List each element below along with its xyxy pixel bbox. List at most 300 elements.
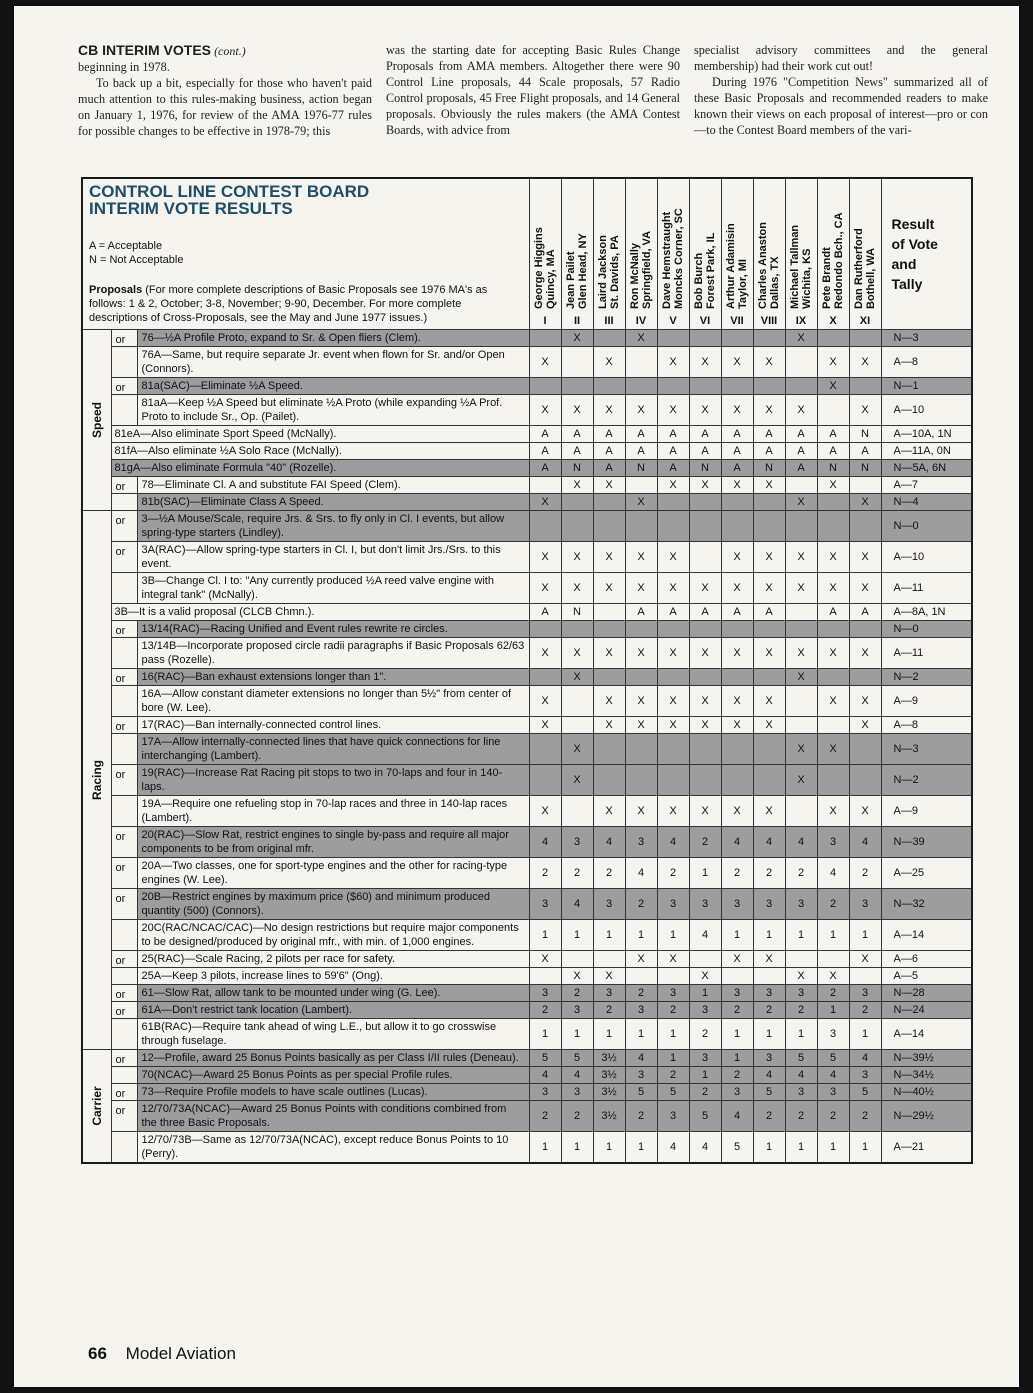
vote-cell: 4 [721,827,753,858]
vote-cell: 3 [817,1019,849,1050]
vote-cell [625,734,657,765]
vote-cell: X [721,395,753,426]
result-cell: N—39½ [881,1050,972,1067]
vote-cell: A [657,426,689,443]
vote-cell [561,494,593,511]
or-text [112,1019,137,1023]
vote-cell: X [657,686,689,717]
proposal-text: 73—Require Profile models to have scale outlines (Lucas). [137,1084,529,1101]
intro-paragraph: specialist advisory committees and the general membership) had their work cut out! [694,43,988,73]
vote-cell [593,511,625,542]
vote-cell: 1 [625,1132,657,1164]
vote-cell: N [817,460,849,477]
intro-paragraph: beginning in 1978. [78,60,170,74]
vote-cell: 2 [721,858,753,889]
vote-cell: 3 [849,889,881,920]
vote-cell: 1 [785,1132,817,1164]
result-header-line: of Vote [891,236,938,252]
table-row [82,717,972,734]
vote-cell: 2 [753,1002,785,1019]
table-row [82,443,972,460]
voter-name: Bob Burch [693,252,705,309]
vote-cell: 2 [721,1002,753,1019]
vote-cell [689,734,721,765]
vote-cell: X [657,717,689,734]
vote-cell: 3½ [593,1050,625,1067]
vote-cell [753,494,785,511]
voter-location: Quincy, MA [545,249,557,309]
proposal-text: 61B(RAC)—Require tank ahead of wing L.E., but allow it to go crosswise through fuselage. [137,1019,529,1050]
vote-cell: X [529,542,561,573]
vote-cell: 1 [625,1019,657,1050]
vote-cell: 3 [593,889,625,920]
vote-cell [785,347,817,378]
vote-cell: X [593,796,625,827]
vote-cell: X [849,573,881,604]
vote-cell: 1 [721,920,753,951]
vote-cell [529,477,561,494]
vote-cell: X [625,330,657,347]
or-marker [111,1002,137,1019]
vote-cell: 4 [625,1050,657,1067]
result-cell: A—10 [881,395,972,426]
vote-cell: X [593,686,625,717]
vote-cell [785,796,817,827]
vote-cell [593,765,625,796]
vote-cell: 2 [529,1101,561,1132]
vote-cell: 1 [561,1019,593,1050]
vote-cell: 4 [593,827,625,858]
or-marker [111,889,137,920]
vote-cell: X [721,686,753,717]
vote-cell [529,330,561,347]
vote-cell [721,734,753,765]
table-row [82,511,972,542]
vote-cell: 1 [817,1002,849,1019]
vote-cell: X [817,796,849,827]
voter-name: Dave Hemstraught [661,211,673,309]
vote-cell: X [529,573,561,604]
vote-cell: 3 [625,1002,657,1019]
voter-name: Arthur Adamisin [725,223,737,309]
table-row [82,951,972,968]
vote-cell: 2 [785,1101,817,1132]
vote-cell: X [689,717,721,734]
vote-cell: 1 [529,1019,561,1050]
voter-number: VII [730,315,744,327]
or-marker [111,734,137,765]
vote-cell [529,669,561,686]
vote-cell: 5 [785,1050,817,1067]
vote-cell [657,511,689,542]
vote-cell [721,621,753,638]
or-text: or [115,831,126,843]
vote-cell: 3 [529,985,561,1002]
table-row [82,330,972,347]
page-footer [88,1344,236,1364]
vote-cell [753,378,785,395]
vote-cell: 1 [529,1132,561,1164]
vote-cell: X [849,395,881,426]
vote-cell: 1 [817,1132,849,1164]
vote-cell [561,347,593,378]
vote-cell [657,378,689,395]
or-marker [111,378,137,395]
voter-header [657,178,689,330]
vote-cell [625,347,657,378]
proposal-text: 3B—It is a valid proposal (CLCB Chmn.). [111,604,529,621]
proposal-text: 61A—Don't restrict tank location (Lambert). [137,1002,529,1019]
vote-cell: A [753,426,785,443]
voter-number: IX [795,315,807,327]
proposal-text: 81gA—Also eliminate Formula "40" (Rozelle). [111,460,529,477]
vote-cell [689,669,721,686]
result-cell: A—11 [881,638,972,669]
vote-cell: A [721,426,753,443]
vote-cell: 3 [753,1050,785,1067]
vote-cell: 1 [657,1050,689,1067]
vote-cell [689,951,721,968]
vote-cell: 3 [785,1084,817,1101]
table-row [82,638,972,669]
vote-cell: X [721,796,753,827]
vote-cell: 4 [689,920,721,951]
result-cell: A—14 [881,1019,972,1050]
vote-cell: X [561,734,593,765]
vote-cell [657,968,689,985]
vote-cell [817,765,849,796]
vote-cell: X [689,796,721,827]
vote-cell [849,734,881,765]
proposal-text: 13/14(RAC)—Racing Unified and Event rules rewrite re circles. [137,621,529,638]
vote-cell [657,494,689,511]
vote-cell: 1 [849,920,881,951]
vote-cell: X [625,951,657,968]
vote-cell: 5 [625,1084,657,1101]
proposal-text: 81b(SAC)—Eliminate Class A Speed. [137,494,529,511]
vote-cell: X [561,765,593,796]
vote-cell: A [753,604,785,621]
vote-cell: X [657,395,689,426]
proposal-text: 61—Slow Rat, allow tank to be mounted under wing (G. Lee). [137,985,529,1002]
vote-cell: A [529,426,561,443]
vote-cell: 1 [753,920,785,951]
vote-cell [817,669,849,686]
vote-cell [753,734,785,765]
vote-cell [689,621,721,638]
vote-cell: X [785,669,817,686]
vote-cell: 3 [689,1002,721,1019]
vote-cell: X [529,395,561,426]
vote-cell [625,765,657,796]
vote-cell: X [721,542,753,573]
vote-cell: A [721,460,753,477]
vote-cell: A [817,443,849,460]
table-row [82,378,972,395]
vote-cell: 2 [561,858,593,889]
vote-cell: A [593,426,625,443]
vote-cell: X [689,968,721,985]
vote-cell: X [849,494,881,511]
vote-cell: 4 [817,1067,849,1084]
vote-cell: X [689,638,721,669]
vote-cell [785,511,817,542]
vote-cell: 4 [817,858,849,889]
vote-cell: N [753,460,785,477]
vote-cell: X [753,573,785,604]
voter-number: X [829,315,837,327]
legend-not-acceptable: N = Not Acceptable [89,254,184,266]
vote-cell [657,330,689,347]
vote-cell: X [689,395,721,426]
vote-cell: A [689,443,721,460]
vote-cell: 4 [657,1132,689,1164]
vote-results-table [81,177,973,1164]
vote-cell: 2 [817,1101,849,1132]
vote-cell: 3 [657,1101,689,1132]
proposal-text: 13/14B—Incorporate proposed circle radii paragraphs if Basic Proposals 62/63 pass (Rozelle). [137,638,529,669]
vote-cell: 4 [561,1067,593,1084]
vote-cell: 1 [657,1019,689,1050]
proposal-text: 3A(RAC)—Allow spring-type starters in Cl. I, but don't limit Jrs./Srs. to this event. [137,542,529,573]
vote-cell: 1 [849,1019,881,1050]
vote-cell: 3 [561,827,593,858]
result-cell: A—21 [881,1132,972,1164]
vote-cell: X [561,638,593,669]
section-label [82,511,111,1050]
table-row [82,1067,972,1084]
vote-cell: 4 [561,889,593,920]
proposal-text: 17A—Allow internally-connected lines that have quick connections for line interchanging (Lambert). [137,734,529,765]
vote-cell: 3 [529,889,561,920]
table-row [82,1050,972,1067]
vote-cell: X [817,378,849,395]
vote-cell: X [657,951,689,968]
vote-cell [785,604,817,621]
vote-cell: 3 [817,827,849,858]
table-row [82,1002,972,1019]
or-text: or [115,382,126,394]
vote-cell [721,968,753,985]
proposal-text: 25(RAC)—Scale Racing, 2 pilots per race for safety. [137,951,529,968]
section-name: Racing [89,759,104,801]
vote-cell [849,621,881,638]
result-cell: A—9 [881,796,972,827]
vote-cell: 1 [625,920,657,951]
vote-cell: N [689,460,721,477]
vote-cell: 3 [753,889,785,920]
vote-cell: 2 [593,1002,625,1019]
voter-location: Forest Park, IL [705,232,717,309]
vote-cell: 3 [849,1067,881,1084]
vote-cell: X [561,477,593,494]
result-cell: N—2 [881,765,972,796]
vote-cell: 2 [625,889,657,920]
vote-cell [721,330,753,347]
vote-cell: A [561,426,593,443]
vote-cell: X [817,542,849,573]
or-text: or [115,1054,126,1066]
vote-cell: X [657,542,689,573]
proposal-text: 16A—Allow constant diameter extensions no longer than 5½" from center of bore (W. Lee). [137,686,529,717]
vote-cell: A [625,426,657,443]
vote-cell: 3½ [593,1067,625,1084]
vote-cell: 3 [785,889,817,920]
vote-cell [593,669,625,686]
or-text: or [115,769,126,781]
voter-number: III [604,315,614,327]
vote-cell: A [785,426,817,443]
vote-cell: 3 [721,1084,753,1101]
vote-cell [561,511,593,542]
vote-cell: A [721,443,753,460]
vote-cell [625,669,657,686]
vote-cell: X [657,796,689,827]
result-cell: A—6 [881,951,972,968]
vote-cell: A [529,604,561,621]
or-text: or [115,673,126,685]
vote-cell: X [721,347,753,378]
vote-cell: 1 [529,920,561,951]
result-cell: A—14 [881,920,972,951]
vote-cell: 4 [849,1050,881,1067]
or-marker [111,1101,137,1132]
vote-cell: 4 [753,1067,785,1084]
or-marker [111,669,137,686]
proposals-note [89,283,523,325]
result-cell: N—28 [881,985,972,1002]
vote-cell: 3 [849,985,881,1002]
vote-cell [529,511,561,542]
or-text [112,968,137,972]
vote-cell: A [849,604,881,621]
vote-cell: X [593,395,625,426]
vote-cell: 3 [561,1084,593,1101]
vote-cell [689,494,721,511]
vote-cell: X [849,717,881,734]
vote-cell: 3 [689,889,721,920]
vote-cell: 1 [817,920,849,951]
intro-column-1 [78,42,372,139]
table-row [82,734,972,765]
voter-header [785,178,817,330]
vote-cell: 5 [561,1050,593,1067]
vote-cell: X [785,573,817,604]
vote-cell: X [849,796,881,827]
vote-cell: X [561,330,593,347]
or-text [112,347,137,351]
or-text: or [115,955,126,967]
vote-cell: 1 [689,858,721,889]
table-header-row [82,178,972,330]
vote-cell [625,621,657,638]
result-cell: N—3 [881,734,972,765]
vote-cell: 2 [689,1019,721,1050]
vote-cell [721,765,753,796]
vote-cell [817,395,849,426]
or-marker [111,951,137,968]
vote-cell: X [529,796,561,827]
voter-header [561,178,593,330]
vote-cell: X [849,638,881,669]
vote-cell: 4 [785,827,817,858]
vote-cell: X [785,542,817,573]
vote-cell: X [753,796,785,827]
proposal-text: 3B—Change Cl. I to: "Any currently produced ½A reed valve engine with integral tank" (McNally). [137,573,529,604]
proposal-text: 81fA—Also eliminate ½A Solo Race (McNally). [111,443,529,460]
result-cell: N—32 [881,889,972,920]
vote-cell: X [593,347,625,378]
voter-location: Bothell, WA [865,247,877,309]
or-text [112,638,137,642]
vote-cell: 5 [753,1084,785,1101]
vote-cell [753,968,785,985]
or-text: or [115,989,126,1001]
vote-cell: 4 [849,827,881,858]
result-cell: A—25 [881,858,972,889]
vote-cell: X [817,347,849,378]
or-text: or [115,893,126,905]
or-text: or [115,481,126,493]
proposal-text: 12—Profile, award 25 Bonus Points basically as per Class I/II rules (Deneau). [137,1050,529,1067]
vote-cell [817,494,849,511]
vote-cell: 4 [657,827,689,858]
vote-cell [753,621,785,638]
vote-cell [817,511,849,542]
vote-cell: 3 [721,985,753,1002]
or-marker [111,573,137,604]
intro-paragraph: was the starting date for accepting Basic Rules Change Proposals from AMA members. Altogether there were 90 Control Line proposals, 44 Scale proposals, 57 Radio Control proposals, 45 Free Flight proposals, and 14 General proposals. Obviously the rules makers (the AMA Contest Boards, with advice from [386,43,680,137]
vote-cell: X [625,717,657,734]
proposal-text: 17(RAC)—Ban internally-connected control lines. [137,717,529,734]
vote-cell: X [721,573,753,604]
or-text: or [115,862,126,874]
or-marker [111,1019,137,1050]
result-cell: N—0 [881,621,972,638]
vote-cell: 1 [689,1067,721,1084]
vote-cell: A [785,460,817,477]
proposal-text: 12/70/73B—Same as 12/70/73A(NCAC), except reduce Bonus Points to 10 (Perry). [137,1132,529,1164]
vote-cell [817,951,849,968]
vote-cell: N [561,460,593,477]
voter-number: II [573,315,581,327]
vote-cell: 2 [625,985,657,1002]
section-label [82,1050,111,1164]
vote-cell [529,621,561,638]
vote-cell: A [657,443,689,460]
vote-cell: 2 [689,1084,721,1101]
table-row [82,968,972,985]
vote-cell [529,378,561,395]
proposal-text: 81aA—Keep ½A Speed but eliminate ½A Proto (while expanding ½A Prof. Proto to include Sr., Op. (Pailet). [137,395,529,426]
table-row [82,621,972,638]
vote-cell: X [529,686,561,717]
vote-cell: X [529,717,561,734]
vote-cell: A [785,443,817,460]
vote-cell: X [657,477,689,494]
result-cell: N—34½ [881,1067,972,1084]
result-cell: A—8 [881,347,972,378]
vote-cell [657,669,689,686]
result-cell: N—40½ [881,1084,972,1101]
result-cell: N—29½ [881,1101,972,1132]
or-marker [111,621,137,638]
or-marker [111,717,137,734]
proposal-text: 20A—Two classes, one for sport-type engines and the other for racing-type engines (W. Lee). [137,858,529,889]
page-number: 66 [88,1344,107,1363]
voter-location: Wichita, KS [801,248,813,309]
or-text: or [115,1088,126,1100]
